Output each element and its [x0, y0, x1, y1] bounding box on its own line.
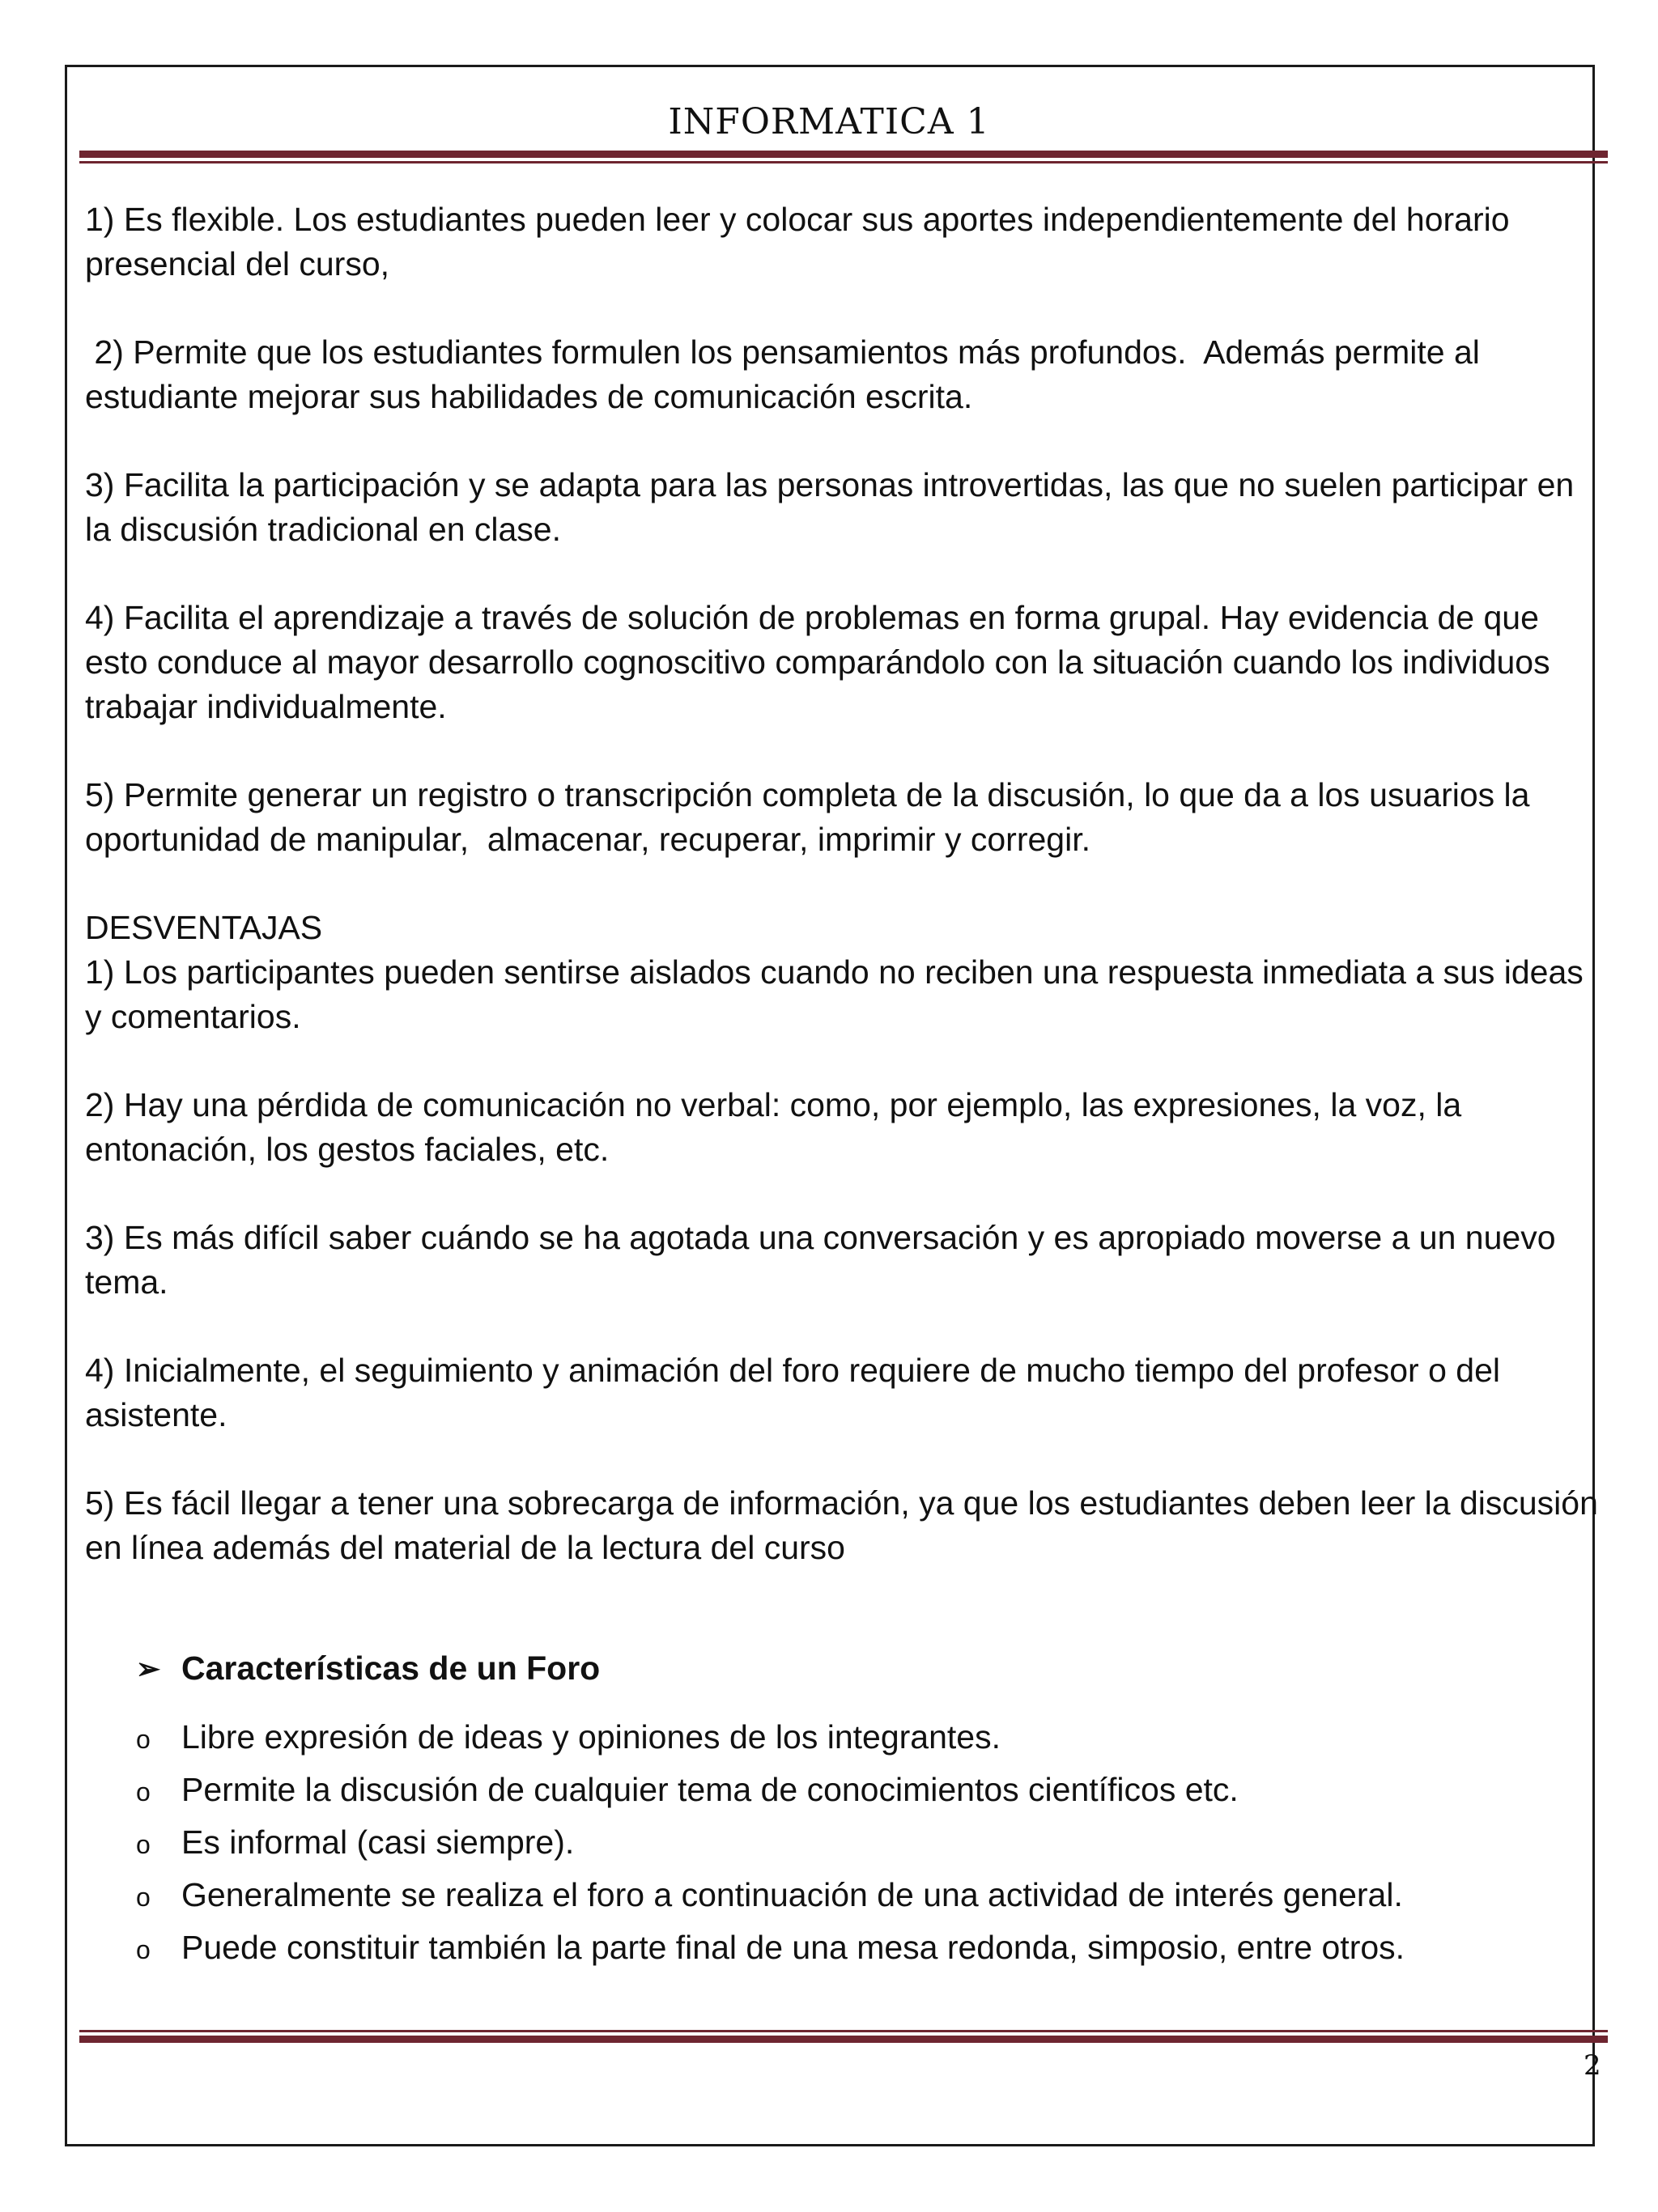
advantage-item-4: 4) Facilita el aprendizaje a través de solución de problemas en forma grupal. Hay evidencia de que esto conduce al mayor desarrollo cognoscitivo comparándolo con la situación cuando los individuos trabajar individualmente. [85, 599, 1560, 725]
document-body [85, 197, 1607, 1570]
list-item [136, 1929, 1593, 1981]
arrow-right-icon: ➢ [136, 1651, 161, 1685]
advantage-item-2: 2) Permite que los estudiantes formulen los pensamientos más profundos. Además permite al estudiante mejorar sus habilidades de comunicación escrita. [85, 333, 1490, 415]
disadvantage-item-4: 4) Inicialmente, el seguimiento y animación del foro requiere de mucho tiempo del profesor o del asistente. [85, 1352, 1510, 1433]
list-item [136, 1876, 1593, 1929]
circle-bullet-icon: o [136, 1935, 151, 1964]
characteristics-heading [136, 1649, 1593, 1688]
circle-bullet-icon: o [136, 1725, 151, 1754]
disadvantage-item-1: 1) Los participantes pueden sentirse aislados cuando no reciben una respuesta inmediata a sus ideas y comentarios. [85, 953, 1593, 1035]
header-divider [79, 151, 1608, 163]
list-item [136, 1771, 1593, 1824]
list-item [136, 1718, 1593, 1771]
disadvantage-item-2: 2) Hay una pérdida de comunicación no verbal: como, por ejemplo, las expresiones, la voz, la entonación, los gestos faciales, etc. [85, 1086, 1471, 1168]
disadvantage-item-3: 3) Es más difícil saber cuándo se ha agotada una conversación y es apropiado moverse a un nuevo tema. [85, 1219, 1565, 1301]
list-item [136, 1824, 1593, 1876]
list-item-text: Permite la discusión de cualquier tema de conocimientos científicos etc. [181, 1771, 1239, 1808]
circle-bullet-icon: o [136, 1777, 151, 1807]
list-item-text: Libre expresión de ideas y opiniones de los integrantes. [181, 1718, 1001, 1756]
advantage-item-3: 3) Facilita la participación y se adapta para las personas introvertidas, las que no suelen participar en la discusión tradicional en clase. [85, 466, 1584, 548]
characteristics-list [136, 1718, 1593, 1981]
footer-divider [79, 2027, 1608, 2043]
characteristics-title: Características de un Foro [181, 1649, 601, 1687]
advantage-item-5: 5) Permite generar un registro o transcripción completa de la discusión, lo que da a los usuarios la oportunidad de manipular, almacenar, recuperar, imprimir y corregir. [85, 776, 1539, 858]
list-item-text: Es informal (casi siempre). [181, 1824, 575, 1861]
characteristics-section [136, 1649, 1593, 1981]
document-header-title: INFORMATICA 1 [668, 101, 990, 142]
circle-bullet-icon: o [136, 1830, 151, 1859]
list-item-text: Generalmente se realiza el foro a continuación de una actividad de interés general. [181, 1876, 1403, 1913]
advantage-item-1: 1) Es flexible. Los estudiantes pueden leer y colocar sus aportes independientemente del horario presencial del curso, [85, 201, 1519, 282]
list-item-text: Puede constituir también la parte final de una mesa redonda, simposio, entre otros. [181, 1929, 1405, 1966]
disadvantages-heading: DESVENTAJAS [85, 909, 323, 946]
page-number: 2 [1584, 2049, 1601, 2082]
disadvantage-item-5: 5) Es fácil llegar a tener una sobrecarga de información, ya que los estudiantes deben leer la discusión en línea además del material de la lectura del curso [85, 1484, 1608, 1566]
circle-bullet-icon: o [136, 1883, 151, 1912]
